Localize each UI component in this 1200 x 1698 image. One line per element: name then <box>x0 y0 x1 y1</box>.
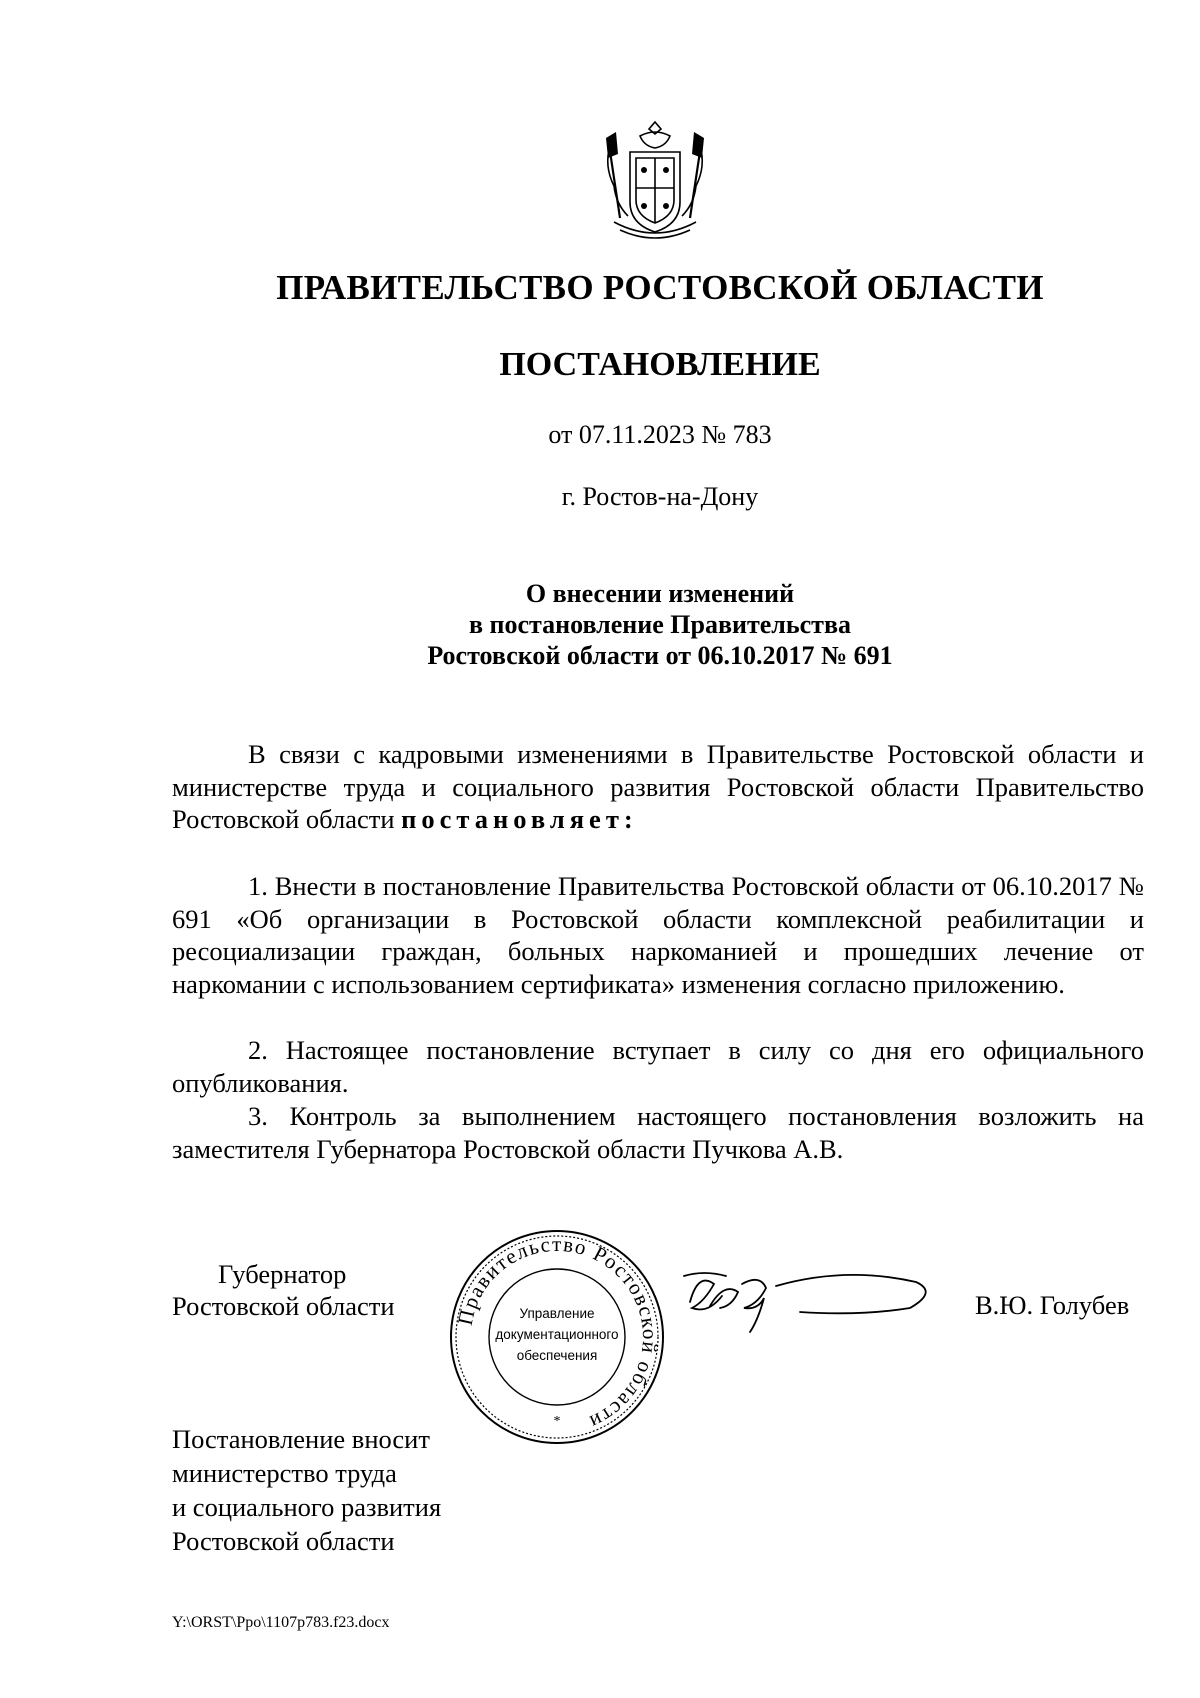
coat-of-arms-icon <box>600 118 710 246</box>
seal-inner-line-2: документационного <box>495 1327 619 1342</box>
preamble-text: В связи с кадровыми изменениями в Правительстве Ростовской области и министерстве труда и социального развития Ростовской области Правительство Ростовской области <box>172 739 1144 834</box>
document-type: ПОСТАНОВЛЕНИЕ <box>499 346 821 383</box>
seal-inner-line-3: обеспечения <box>516 1348 598 1363</box>
submitted-by-line-4: Ростовской области <box>172 1526 395 1556</box>
preamble-decree-word: постановляет: <box>401 804 638 834</box>
svg-text:*: * <box>553 1414 561 1429</box>
seal-inner-line-1: Управление <box>519 1306 595 1321</box>
clause-1: 1. Внести в постановление Правительства Ростовской области от 06.10.2017 № 691 «Об организации в Ростовской области комплексной реабилитации и ресоциализации граждан, больных наркоманией и прошедших лечение от наркомании с использованием сертификата» изменения согласно приложению. <box>172 871 1144 999</box>
seal-outer-text: Правительство Ростовской области <box>452 1231 663 1436</box>
official-seal-icon <box>446 1226 668 1448</box>
file-path-footer: Y:\ORST\Ppo\1107p783.f23.docx <box>172 1614 390 1631</box>
signatory-position-line-2: Ростовской области <box>172 1291 395 1321</box>
subject-line-1: О внесении изменений <box>525 579 795 608</box>
submitted-by-line-2: министерство труда <box>172 1458 397 1488</box>
government-title: ПРАВИТЕЛЬСТВО РОСТОВСКОЙ ОБЛАСТИ <box>276 268 1044 307</box>
clause-2: 2. Настоящее постановление вступает в силу со дня его официального опубликования. <box>172 1035 1144 1098</box>
document-date-number: от 07.11.2023 № 783 <box>548 420 772 449</box>
signatory-position-line-1: Губернатор <box>218 1259 347 1289</box>
document-city: г. Ростов-на-Дону <box>561 482 759 511</box>
clause-3: 3. Контроль за выполнением настоящего постановления возложить на заместителя Губернатора Ростовской области Пучкова А.В. <box>172 1101 1144 1164</box>
signatory-name: В.Ю. Голубев <box>975 1290 1130 1320</box>
submitted-by-line-1: Постановление вносит <box>172 1424 430 1454</box>
subject-line-3: Ростовской области от 06.10.2017 № 691 <box>427 641 893 670</box>
signatory-position <box>172 1258 395 1322</box>
submitted-by-block <box>172 1422 441 1558</box>
subject-line-2: в постановление Правительства <box>468 610 851 639</box>
preamble-paragraph <box>172 738 1144 836</box>
document-subject <box>0 578 1200 671</box>
submitted-by-line-3: и социального развития <box>172 1492 442 1522</box>
handwritten-signature-icon <box>680 1262 940 1342</box>
